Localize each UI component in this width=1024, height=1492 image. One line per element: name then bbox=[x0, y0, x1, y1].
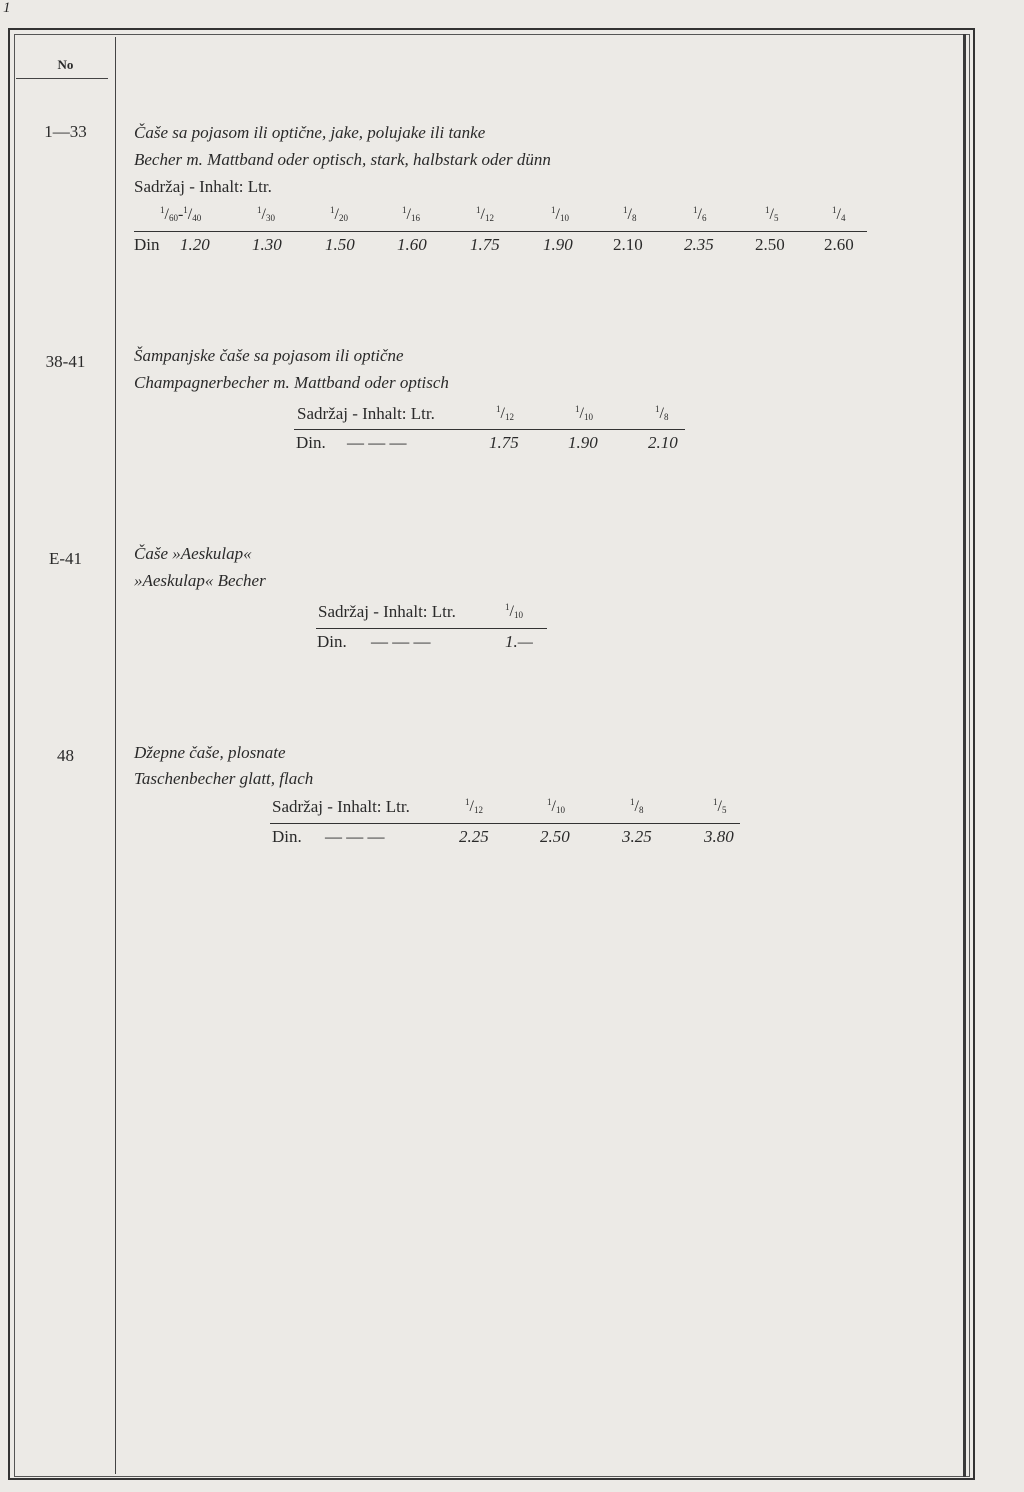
size-fraction: $^1/_{10}$ bbox=[551, 205, 569, 223]
size-fraction: $^1/_{10}$ bbox=[547, 797, 565, 815]
size-fraction: $^1/_{60}-^1/_{40}$ bbox=[160, 205, 202, 223]
size-fraction: $^1/_8$ bbox=[630, 797, 644, 815]
size-fraction: $^1/_6$ bbox=[693, 205, 707, 223]
price-value: 2.10 bbox=[648, 433, 678, 452]
description-sr: Šampanjske čaše sa pojasom ili optične bbox=[134, 346, 404, 365]
table-rule bbox=[294, 429, 685, 430]
price-value: 2.50 bbox=[540, 827, 570, 846]
price-value: 2.25 bbox=[459, 827, 489, 846]
page-number: 1 bbox=[3, 0, 11, 16]
description-de: Becher m. Mattband oder optisch, stark, halbstark oder dünn bbox=[134, 150, 551, 169]
description-de: Taschenbecher glatt, flach bbox=[134, 769, 314, 788]
size-fraction: $^1/_8$ bbox=[623, 205, 637, 223]
description-sr: Čaše »Aeskulap« bbox=[134, 544, 252, 563]
no-column-header: No bbox=[57, 57, 74, 72]
price-value: 1.30 bbox=[252, 235, 282, 254]
price-value: 1.— bbox=[505, 632, 533, 651]
dash-placeholder: — — — bbox=[325, 827, 385, 846]
dash-placeholder: — — — bbox=[347, 433, 407, 452]
price-label: Din. bbox=[272, 827, 302, 846]
size-fraction: $^1/_{16}$ bbox=[402, 205, 420, 223]
capacity-label: Sadržaj - Inhalt: Ltr. bbox=[318, 602, 456, 621]
price-label: Din bbox=[134, 235, 160, 254]
item-number: 38-41 bbox=[45, 352, 86, 371]
frame-right-rule bbox=[963, 34, 966, 1477]
price-value: 2.60 bbox=[824, 235, 854, 254]
size-fraction: $^1/_5$ bbox=[765, 205, 779, 223]
table-rule bbox=[316, 628, 547, 629]
price-label: Din. bbox=[317, 632, 347, 651]
item-number: 48 bbox=[57, 746, 74, 765]
item-number: 1—33 bbox=[44, 122, 87, 141]
size-fraction: $^1/_4$ bbox=[832, 205, 846, 223]
capacity-label: Sadržaj - Inhalt: Ltr. bbox=[134, 177, 272, 196]
header-rule bbox=[16, 78, 108, 79]
price-value: 1.20 bbox=[180, 235, 210, 254]
size-fraction: $^1/_{20}$ bbox=[330, 205, 348, 223]
dash-placeholder: — — — bbox=[371, 632, 431, 651]
price-value: 2.10 bbox=[613, 235, 643, 254]
item-number: E-41 bbox=[48, 549, 83, 568]
description-de: »Aeskulap« Becher bbox=[134, 571, 266, 590]
price-value: 1.75 bbox=[489, 433, 519, 452]
size-fraction: $^1/_{12}$ bbox=[465, 797, 483, 815]
description-sr: Čaše sa pojasom ili optične, jake, polujake ili tanke bbox=[134, 123, 486, 142]
capacity-label: Sadržaj - Inhalt: Ltr. bbox=[272, 797, 410, 816]
price-value: 2.35 bbox=[684, 235, 714, 254]
size-fraction: $^1/_8$ bbox=[655, 404, 669, 422]
price-value: 1.75 bbox=[470, 235, 500, 254]
price-label: Din. bbox=[296, 433, 326, 452]
table-rule bbox=[134, 231, 867, 232]
price-value: 1.90 bbox=[568, 433, 598, 452]
price-value: 1.60 bbox=[397, 235, 427, 254]
size-fraction: $^1/_{10}$ bbox=[505, 602, 523, 620]
price-value: 3.80 bbox=[704, 827, 734, 846]
table-rule bbox=[270, 823, 740, 824]
price-value: 1.50 bbox=[325, 235, 355, 254]
price-value: 3.25 bbox=[622, 827, 652, 846]
price-value: 1.90 bbox=[543, 235, 573, 254]
size-fraction: $^1/_{12}$ bbox=[476, 205, 494, 223]
price-value: 2.50 bbox=[755, 235, 785, 254]
column-divider bbox=[115, 37, 116, 1474]
description-sr: Džepne čaše, plosnate bbox=[134, 743, 286, 762]
size-fraction: $^1/_{10}$ bbox=[575, 404, 593, 422]
size-fraction: $^1/_{12}$ bbox=[496, 404, 514, 422]
size-fraction: $^1/_{30}$ bbox=[257, 205, 275, 223]
size-fraction: $^1/_5$ bbox=[713, 797, 727, 815]
capacity-label: Sadržaj - Inhalt: Ltr. bbox=[297, 404, 435, 423]
description-de: Champagnerbecher m. Mattband oder optisch bbox=[134, 373, 449, 392]
